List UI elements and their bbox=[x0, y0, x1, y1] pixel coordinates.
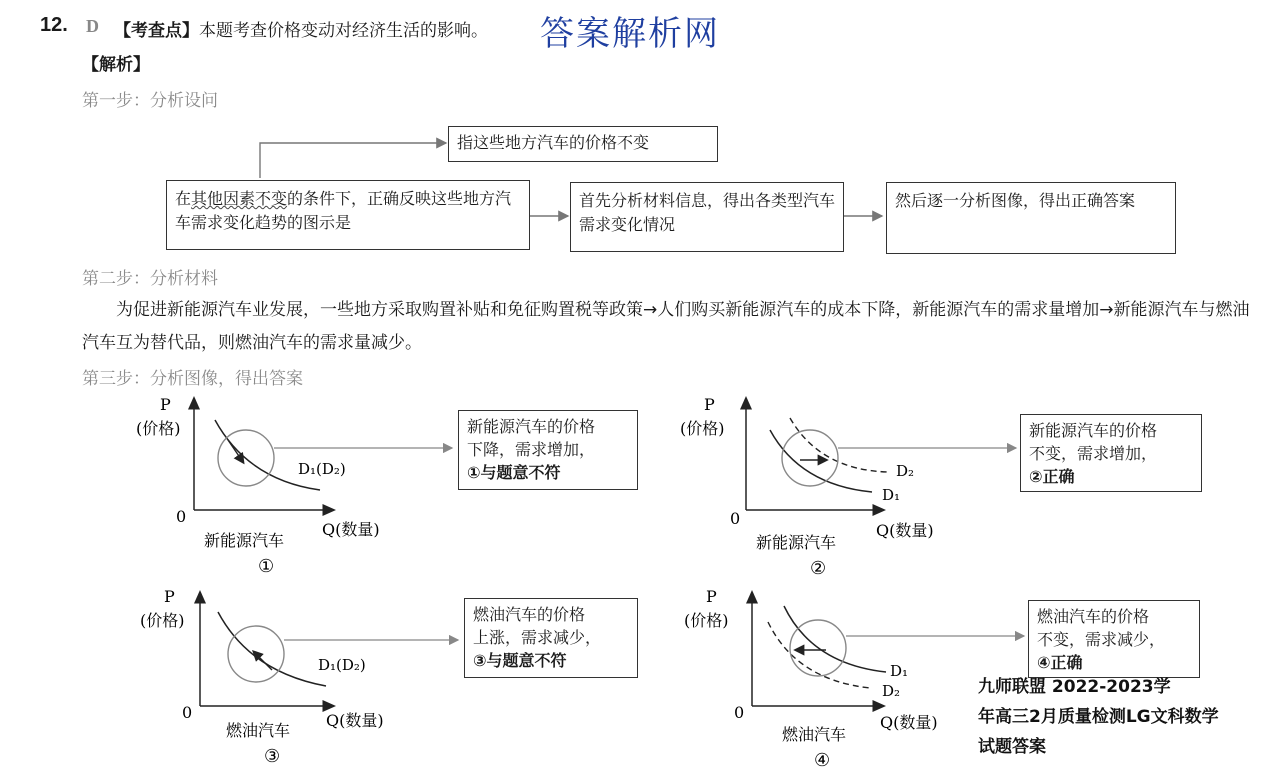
footer-line-3: 试题答案 bbox=[978, 737, 1046, 757]
g3-box-line1: 燃油汽车的价格 bbox=[473, 605, 586, 624]
g2-curve-d2 bbox=[790, 418, 888, 472]
g3-explanation-box bbox=[464, 598, 638, 678]
g3-x-label: Q(数量) bbox=[326, 711, 384, 730]
g4-explanation-box bbox=[1028, 600, 1200, 678]
g4-curve-label-d2: D₂ bbox=[882, 682, 901, 700]
graph-4 bbox=[684, 587, 1024, 771]
g3-move-arrow bbox=[254, 652, 272, 670]
g2-x-label: Q(数量) bbox=[876, 521, 934, 540]
material-text: 为促进新能源汽车业发展，一些地方采取购置补贴和免征购置税等政策→人们购买新能源汽车的成本下降，新能源汽车的需求量增加→新能源汽车与燃油汽车互为替代品，则燃油汽车的需求量减少。 bbox=[82, 300, 1250, 353]
g3-demand-curve bbox=[218, 612, 326, 686]
g3-box-line2: 上涨，需求减少， bbox=[473, 628, 602, 647]
g1-caption: 新能源汽车 bbox=[204, 531, 285, 550]
g2-origin: 0 bbox=[730, 509, 741, 528]
g1-demand-curve bbox=[215, 420, 320, 490]
g2-curve-d1 bbox=[770, 430, 872, 492]
g2-caption: 新能源汽车 bbox=[756, 533, 837, 552]
g3-y-unit: (价格) bbox=[140, 611, 185, 630]
footer-line-2: 年高三2月质量检测LG文科数学 bbox=[978, 707, 1219, 727]
g1-curve-label: D₁(D₂) bbox=[298, 460, 346, 478]
answer-letter: D bbox=[86, 16, 99, 36]
graph-2 bbox=[680, 395, 1016, 579]
g4-box-line1: 燃油汽车的价格 bbox=[1037, 607, 1150, 626]
arrow-to-top-box bbox=[260, 143, 446, 178]
g3-curve-label: D₁(D₂) bbox=[318, 656, 366, 674]
exam-point-label: 【考查点】 bbox=[114, 21, 199, 41]
g4-box-result: ④正确 bbox=[1037, 653, 1083, 672]
g2-box-line1: 新能源汽车的价格 bbox=[1029, 421, 1158, 440]
g1-box-line2: 下降，需求增加， bbox=[467, 440, 596, 459]
g1-explanation-box bbox=[458, 410, 638, 490]
footer-line-1: 九师联盟 2022-2023学 bbox=[978, 677, 1171, 697]
flow-box-analyze-material: 首先分析材料信息，得出各类型汽车需求变化情况 bbox=[570, 182, 844, 252]
g4-origin: 0 bbox=[734, 703, 745, 722]
graph-3 bbox=[140, 587, 458, 767]
g1-y-label: P bbox=[160, 395, 171, 414]
question-number: 12. bbox=[40, 14, 68, 36]
flow-box-analyze-graph: 然后逐一分析图像，得出正确答案 bbox=[886, 182, 1176, 254]
g4-curve-d2 bbox=[768, 622, 870, 688]
analysis-heading: 【解析】 bbox=[82, 55, 150, 75]
g3-caption: 燃油汽车 bbox=[226, 721, 291, 740]
g2-y-label: P bbox=[704, 395, 715, 414]
g3-y-label: P bbox=[164, 587, 175, 606]
g1-box-result: ①与题意不符 bbox=[467, 463, 561, 482]
g3-box-result: ③与题意不符 bbox=[473, 651, 567, 670]
box1-text-wavy: 其他因素不变 bbox=[191, 189, 288, 208]
g4-y-label: P bbox=[706, 587, 717, 606]
graph-1 bbox=[136, 395, 452, 577]
flow-box-price-unchanged: 指这些地方汽车的价格不变 bbox=[448, 126, 718, 162]
g4-curve-label-d1: D₁ bbox=[890, 662, 909, 680]
g2-number: ② bbox=[810, 558, 827, 579]
flow-box-question bbox=[166, 180, 530, 250]
g4-caption: 燃油汽车 bbox=[782, 725, 847, 744]
watermark-logo[interactable]: 答案解析网 bbox=[540, 14, 720, 54]
step3-title: 第三步：分析图像，得出答案 bbox=[82, 369, 303, 389]
g4-box-line2: 不变，需求减少， bbox=[1037, 630, 1166, 649]
g3-origin: 0 bbox=[182, 703, 193, 722]
g2-curve-label-d1: D₁ bbox=[882, 486, 901, 504]
g2-box-line2: 不变，需求增加， bbox=[1029, 444, 1158, 463]
g1-y-unit: (价格) bbox=[136, 419, 181, 438]
box1-text-post: 的条件下，正确反映这些地方汽车需求变化趋势的图示是 bbox=[175, 189, 512, 232]
g4-number: ④ bbox=[814, 750, 831, 771]
g1-x-label: Q(数量) bbox=[322, 520, 380, 539]
step1-title: 第一步：分析设问 bbox=[82, 91, 218, 111]
g1-move-arrow bbox=[228, 440, 243, 462]
g2-box-result: ②正确 bbox=[1029, 467, 1075, 486]
material-paragraph bbox=[82, 294, 1262, 360]
g4-x-label: Q(数量) bbox=[880, 713, 938, 732]
exam-point-text: 本题考查价格变动对经济生活的影响。 bbox=[199, 21, 488, 41]
g2-y-unit: (价格) bbox=[680, 419, 725, 438]
g4-y-unit: (价格) bbox=[684, 611, 729, 630]
g2-curve-label-d2: D₂ bbox=[896, 462, 915, 480]
step2-title: 第二步：分析材料 bbox=[82, 269, 218, 289]
g2-explanation-box bbox=[1020, 414, 1202, 492]
box1-text-pre: 在 bbox=[175, 189, 192, 208]
g1-origin: 0 bbox=[176, 507, 187, 526]
g1-number: ① bbox=[258, 556, 275, 577]
g3-number: ③ bbox=[264, 746, 281, 767]
g1-box-line1: 新能源汽车的价格 bbox=[467, 417, 596, 436]
